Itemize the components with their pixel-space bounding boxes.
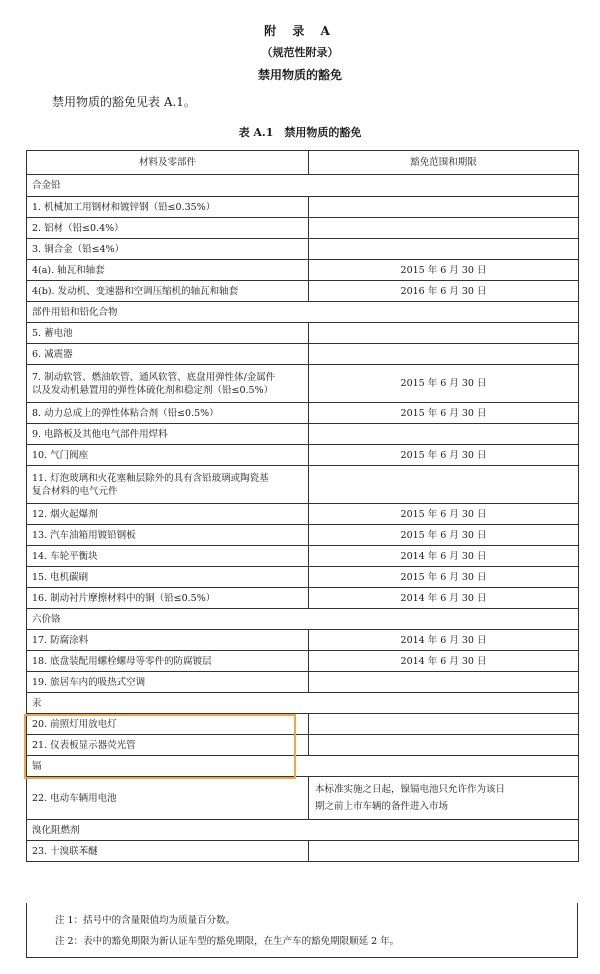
table-row — [27, 197, 579, 218]
scope-cell — [309, 239, 579, 260]
table-row — [27, 567, 579, 588]
item-label: 1. 机械加工用钢材和镀锌钢（铅≤0.35%） — [27, 197, 309, 218]
table-row — [27, 546, 579, 567]
item-label: 18. 底盘装配用螺栓螺母等零件的防腐镀层 — [27, 651, 309, 672]
scope-cell: 2015 年 6 月 30 日 — [309, 365, 579, 403]
scope-cell — [309, 777, 579, 820]
appendix-heading: 禁用物质的豁免 — [257, 68, 342, 82]
scope-cell: 2015 年 6 月 30 日 — [309, 403, 579, 424]
item-label: 8. 动力总成上的弹性体粘合剂（铅≤0.5%） — [27, 403, 309, 424]
table-row — [27, 672, 579, 693]
item-label: 4(a). 轴瓦和轴套 — [27, 260, 309, 281]
item-label: 6. 减震器 — [27, 344, 309, 365]
item-label: 12. 烟火起爆剂 — [27, 504, 309, 525]
item-label: 23. 十溴联苯醚 — [27, 841, 309, 862]
table-group-row — [27, 820, 579, 841]
scope-cell — [309, 197, 579, 218]
scope-cell: 2014 年 6 月 30 日 — [309, 546, 579, 567]
item-label-line2: 复合材料的电气元件 — [32, 485, 118, 497]
scope-cell: 2014 年 6 月 30 日 — [309, 588, 579, 609]
group-label: 溴化阻燃剂 — [27, 820, 579, 841]
item-label: 15. 电机碳刷 — [27, 567, 309, 588]
intro-text: 禁用物质的豁免见表 A.1。 — [52, 95, 196, 109]
item-label-line2: 以及发动机悬置用的弹性体硫化剂和稳定剂（铅≤0.5%） — [32, 384, 274, 396]
scope-cell: 2015 年 6 月 30 日 — [309, 567, 579, 588]
item-label: 2. 铝材（铅≤0.4%） — [27, 218, 309, 239]
scope-cell: 2014 年 6 月 30 日 — [309, 630, 579, 651]
item-label: 21. 仪表板显示器荧光管 — [27, 735, 309, 756]
item-label: 16. 制动衬片摩擦材料中的铜（铅≤0.5%） — [27, 588, 309, 609]
scope-cell — [309, 218, 579, 239]
scope-cell: 2015 年 6 月 30 日 — [309, 504, 579, 525]
scope-line2: 期之前上市车辆的备件进入市场 — [315, 801, 449, 812]
group-label: 部件用铅和铅化合物 — [27, 302, 579, 323]
exemption-table — [26, 150, 579, 862]
scope-cell: 2014 年 6 月 30 日 — [309, 651, 579, 672]
note-2: 注 2：表中的豁免期限为新认证车型的豁免期限，在生产车的豁免期限顺延 2 年。 — [55, 936, 400, 947]
item-label: 3. 铜合金（铅≤4%） — [27, 239, 309, 260]
table-row — [27, 841, 579, 862]
item-label-line1: 11. 灯泡玻璃和火花塞釉层除外的具有含铅玻璃或陶瓷基 — [32, 472, 269, 484]
item-label: 13. 汽车油箱用镀铅钢板 — [27, 525, 309, 546]
table-row — [27, 218, 579, 239]
scope-cell — [309, 714, 579, 735]
table-group-row — [27, 175, 579, 197]
item-label: 9. 电路板及其他电气部件用焊料 — [27, 424, 309, 445]
scope-cell: 2015 年 6 月 30 日 — [309, 260, 579, 281]
item-label: 14. 车轮平衡块 — [27, 546, 309, 567]
table-row — [27, 466, 579, 504]
table-row — [27, 239, 579, 260]
item-label: 10. 气门阀座 — [27, 445, 309, 466]
table-row — [27, 651, 579, 672]
scope-line1: 本标准实施之日起，镍镉电池只允许作为该日 — [315, 784, 506, 795]
table-row — [27, 445, 579, 466]
appendix-title: 附 录 A — [264, 24, 336, 38]
scope-cell — [309, 344, 579, 365]
table-row — [27, 281, 579, 302]
scope-cell — [309, 466, 579, 504]
appendix-subtitle: （规范性附录） — [261, 46, 339, 59]
scope-cell: 2015 年 6 月 30 日 — [309, 445, 579, 466]
table-row — [27, 735, 579, 756]
scope-cell — [309, 841, 579, 862]
table-row — [27, 588, 579, 609]
table-row — [27, 260, 579, 281]
group-label: 镉 — [27, 756, 579, 777]
item-label: 5. 蓄电池 — [27, 323, 309, 344]
table-row — [27, 323, 579, 344]
item-label: 22. 电动车辆用电池 — [27, 777, 309, 820]
table-group-row — [27, 693, 579, 714]
note-1: 注 1：括号中的含量限值均为质量百分数。 — [55, 915, 236, 926]
item-label: 19. 旅居车内的吸热式空调 — [27, 672, 309, 693]
scope-cell — [309, 424, 579, 445]
table-row — [27, 403, 579, 424]
table-row — [27, 777, 579, 820]
table-row — [27, 630, 579, 651]
table-row — [27, 365, 579, 403]
table-row — [27, 714, 579, 735]
item-label: 4(b). 发动机、变速器和空调压缩机的轴瓦和轴套 — [27, 281, 309, 302]
header-scope: 豁免范围和期限 — [309, 151, 579, 175]
header-materials: 材料及零部件 — [27, 151, 309, 175]
table-row — [27, 424, 579, 445]
item-label — [27, 466, 309, 504]
item-label — [27, 365, 309, 403]
table-caption: 表 A.1 禁用物质的豁免 — [238, 126, 362, 139]
group-label: 合金铅 — [27, 175, 579, 197]
table-notes — [26, 903, 578, 958]
scope-cell — [309, 672, 579, 693]
scope-cell — [309, 735, 579, 756]
table-group-row — [27, 756, 579, 777]
item-label-line1: 7. 制动软管、燃油软管、通风软管、底盘用弹性体/金属件 — [32, 371, 276, 383]
table-group-row — [27, 609, 579, 630]
item-label: 20. 前照灯用放电灯 — [27, 714, 309, 735]
table-row — [27, 344, 579, 365]
item-label: 17. 防腐涂料 — [27, 630, 309, 651]
table-header-row — [27, 151, 579, 175]
scope-cell: 2016 年 6 月 30 日 — [309, 281, 579, 302]
scope-cell — [309, 323, 579, 344]
group-label: 汞 — [27, 693, 579, 714]
table-row — [27, 504, 579, 525]
table-group-row — [27, 302, 579, 323]
table-row — [27, 525, 579, 546]
scope-cell: 2015 年 6 月 30 日 — [309, 525, 579, 546]
group-label: 六价铬 — [27, 609, 579, 630]
